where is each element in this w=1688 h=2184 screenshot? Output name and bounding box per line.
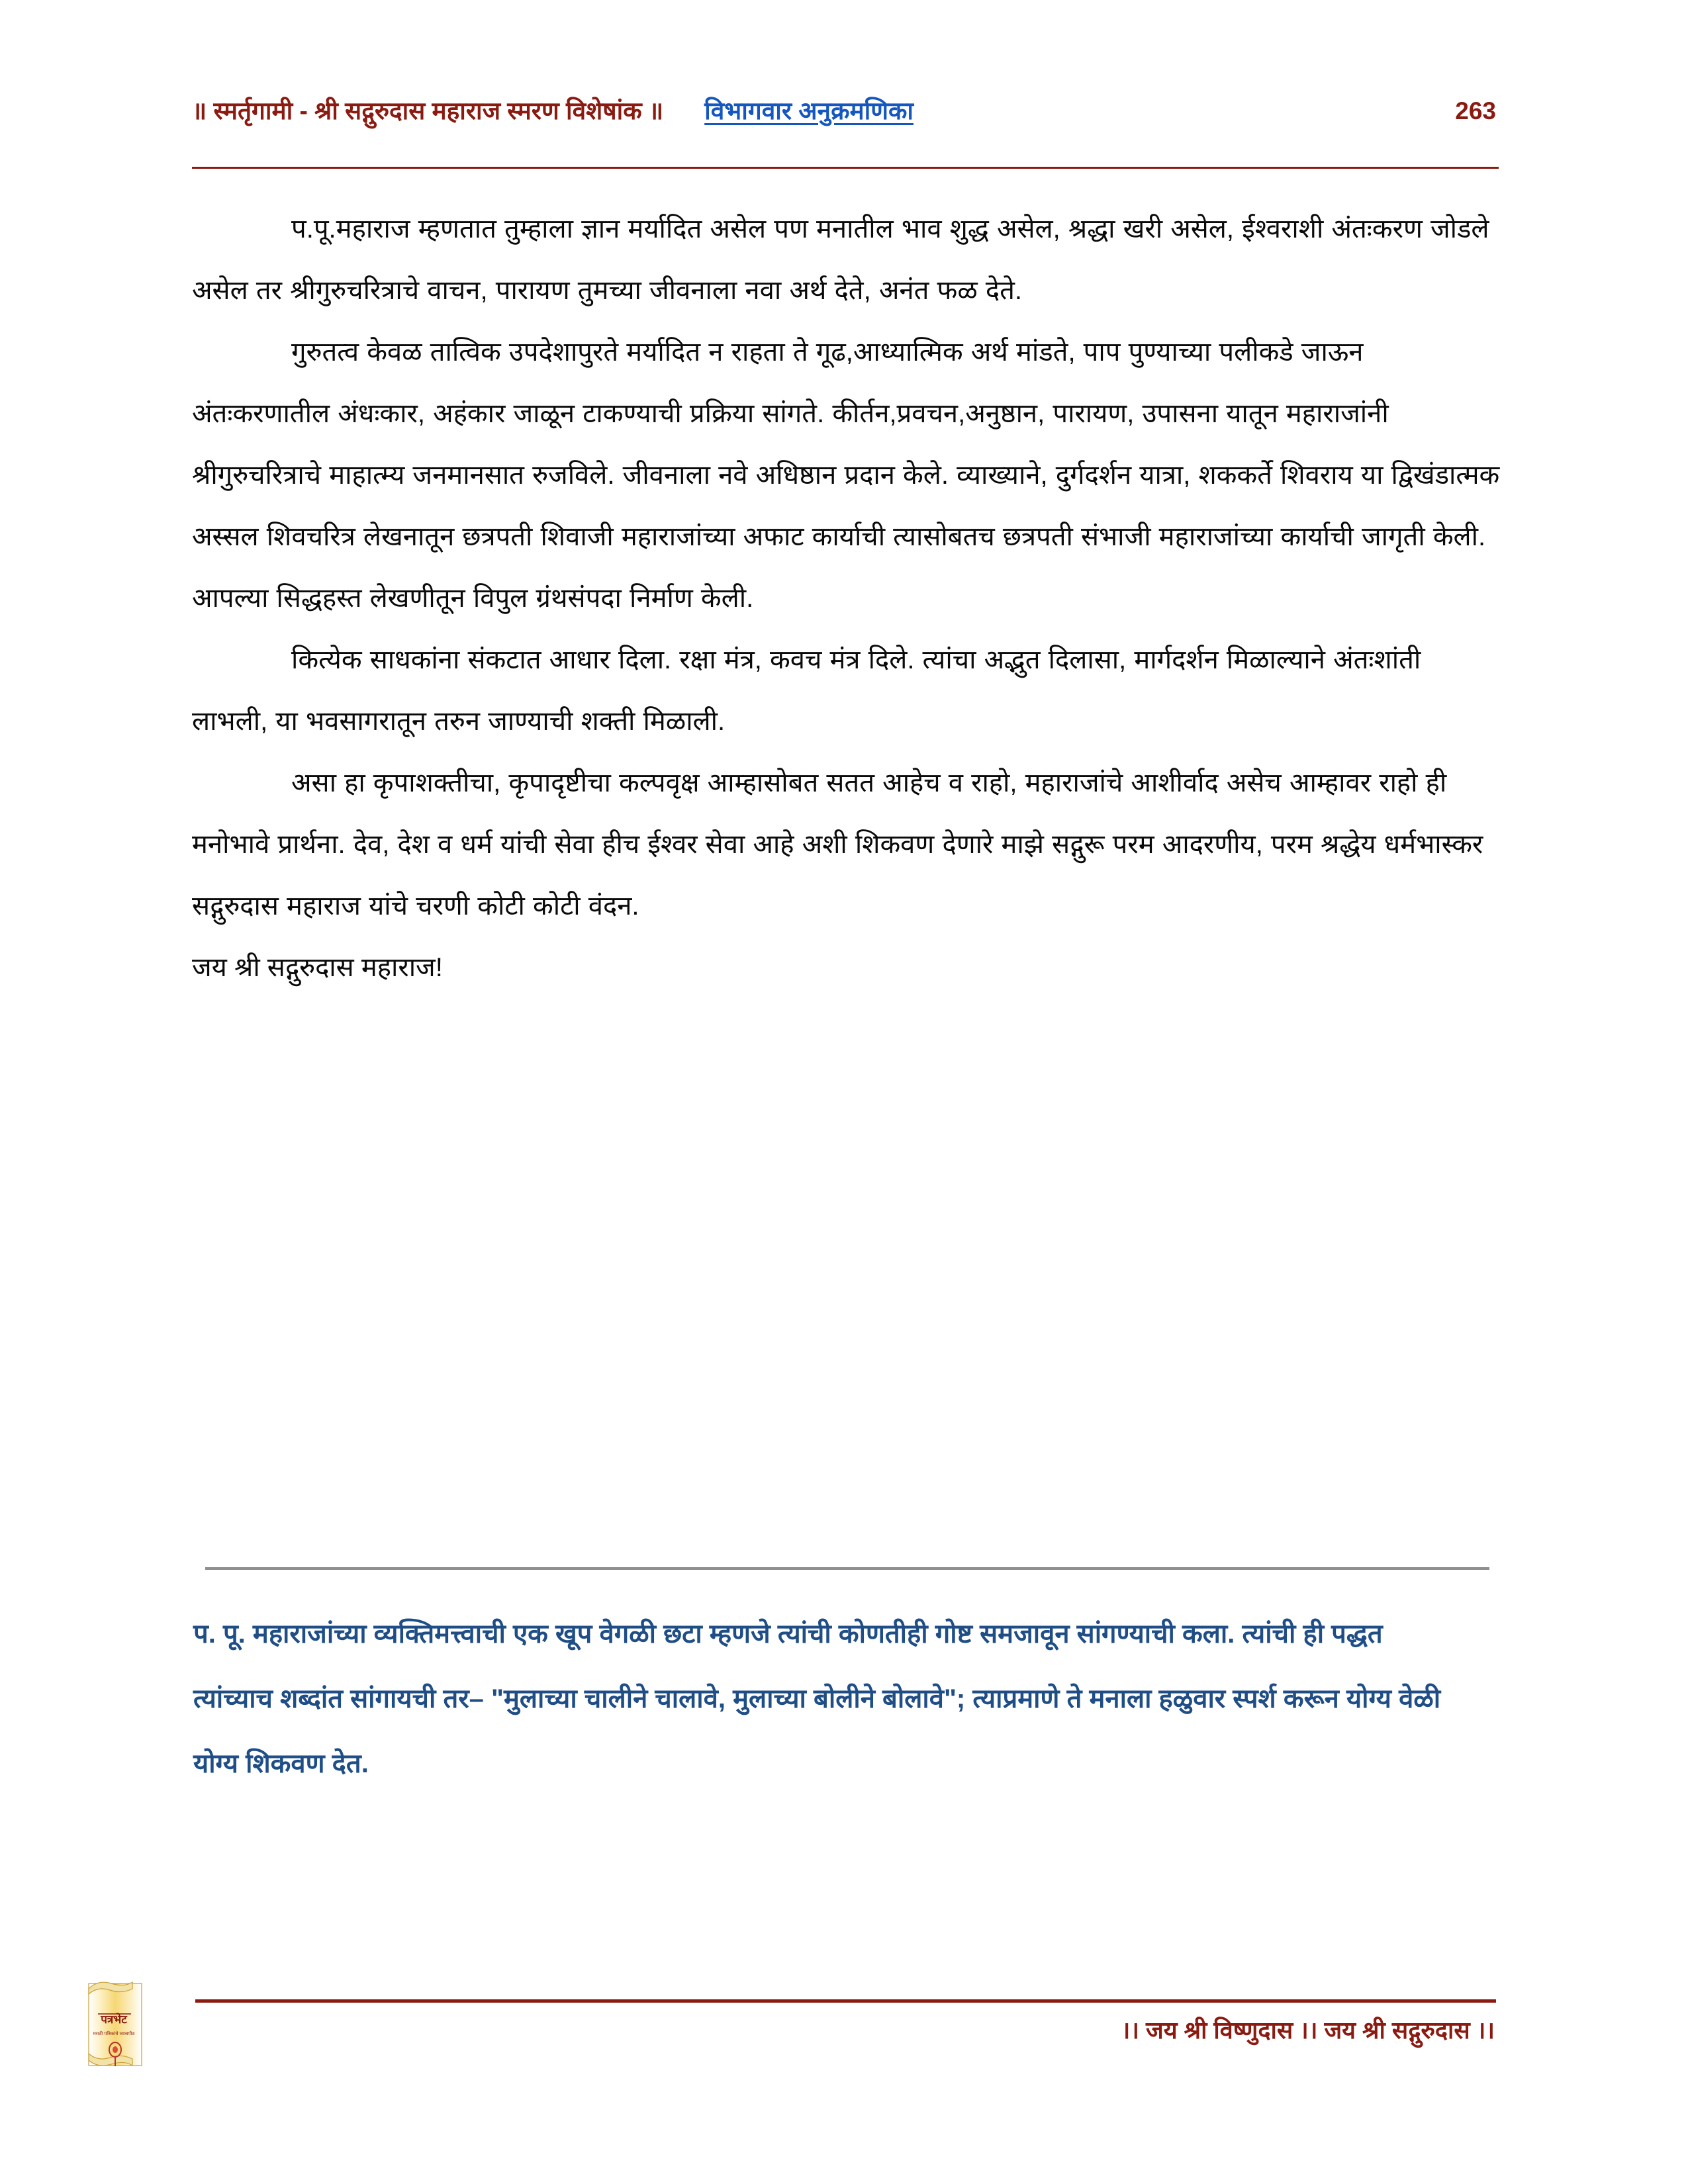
- svg-text:पत्रभेट: पत्रभेट: [101, 2013, 127, 2026]
- section-divider: [205, 1567, 1489, 1570]
- paragraph-3: कित्येक साधकांना संकटात आधार दिला. रक्षा मंत्र, कवच मंत्र दिले. त्यांचा अद्भुत दिलासा, मार्गदर्शन मिळाल्याने अंतःशांती लाभली, या भवसागरातून तरुन जाण्याची शक्ती मिळाली.: [192, 645, 1421, 736]
- main-body: [192, 199, 1503, 999]
- header-title: ॥ स्मर्तृगामी - श्री सद्गुरुदास महाराज स्मरण विशेषांक ॥: [192, 97, 664, 124]
- patrabhet-scroll-logo: [79, 1976, 154, 2071]
- paragraph-4: असा हा कृपाशक्तीचा, कृपादृष्टीचा कल्पवृक्ष आम्हासोबत सतत आहेच व राहो, महाराजांचे आशीर्वाद असेच आम्हावर राहो ही मनोभावे प्रार्थना. देव, देश व धर्म यांची सेवा हीच ईश्वर सेवा आहे अशी शिकवण देणारे माझे सद्गुरू परम आदरणीय, परम श्रद्धेय धर्मभास्कर सद्गुरुदास महाराज यांचे चरणी कोटी कोटी वंदन.: [192, 768, 1483, 921]
- highlight-paragraph: प. पू. महाराजांच्या व्यक्तिमत्त्वाची एक खूप वेगळी छटा म्हणजे त्यांची कोणतीही गोष्ट समजावून सांगण्याची कला. त्यांची ही पद्धत त्यांच्याच शब्दांत सांगायची तर– "मुलाच्या चालीने चालावे, मुलाच्या बोलीने बोलावे"; त्याप्रमाणे ते मनाला हळुवार स्पर्श करून योग्य वेळी योग्य शिकवण देत.: [193, 1619, 1441, 1778]
- page-header: [192, 93, 1496, 139]
- highlight-section: [193, 1602, 1451, 1796]
- index-link[interactable]: विभागवार अनुक्रमणिका: [704, 97, 914, 124]
- svg-text:मराठी पत्रिकांचे व्यासपीठ: मराठी पत्रिकांचे व्यासपीठ: [93, 2032, 135, 2036]
- paragraph-2: गुरुतत्व केवळ तात्विक उपदेशापुरते मर्यादित न राहता ते गूढ,आध्यात्मिक अर्थ मांडते, पाप पुण्याच्या पलीकडे जाऊन अंतःकरणातील अंधःकार, अहंकार जाळून टाकण्याची प्रक्रिया सांगते. कीर्तन,प्रवचन,अनुष्ठान, पारायण, उपासना यातून महाराजांनी श्रीगुरुचरित्राचे माहात्म्य जनमानसात रुजविले. जीवनाला नवे अधिष्ठान प्रदान केले. व्याख्याने, दुर्गदर्शन यात्रा, शककर्ते शिवराय या द्विखंडात्मक अस्सल शिवचरित्र लेखनातून छत्रपती शिवाजी महाराजांच्या अफाट कार्याची त्यासोबतच छत्रपती संभाजी महाराजांच्या कार्याची जागृती केली. आपल्या सिद्धहस्त लेखणीतून विपुल ग्रंथसंपदा निर्माण केली.: [192, 338, 1500, 613]
- paragraph-1: प.पू.महाराज म्हणतात तुम्हाला ज्ञान मर्यादित असेल पण मनातील भाव शुद्ध असेल, श्रद्धा खरी असेल, ईश्वराशी अंतःकरण जोडले असेल तर श्रीगुरुचरित्राचे वाचन, पारायण तुमच्या जीवनाला नवा अर्थ देते, अनंत फळ देते.: [192, 214, 1489, 305]
- header-divider: [192, 167, 1499, 169]
- page-number: 263: [1455, 97, 1496, 124]
- footer-blessing: ।। जय श्री विष्णुदास ।। जय श्री सद्गुरुदास ।।: [1121, 2017, 1495, 2044]
- footer-divider: [195, 1999, 1496, 2003]
- closing-line: जय श्री सद्गुरुदास महाराज!: [192, 953, 443, 982]
